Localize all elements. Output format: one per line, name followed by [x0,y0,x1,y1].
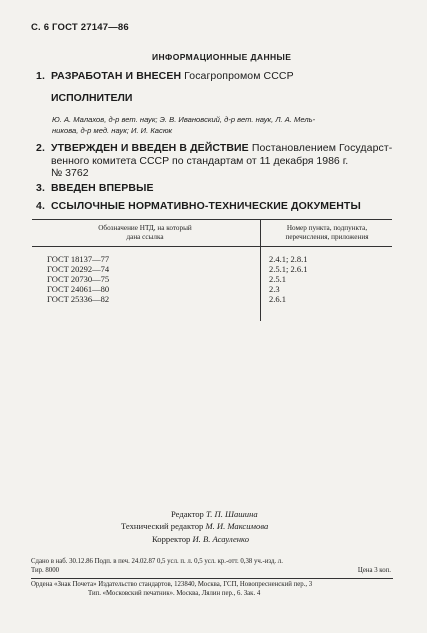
authors-line-1: Ю. А. Малахов, д-р вет. наук; Э. В. Ивановский, д-р вет. наук, Л. А. Мель- [52,115,316,124]
credit-proofreader [152,534,249,544]
item-3-text: ВВЕДЕН ВПЕРВЫЕ [51,182,154,194]
imprint-price: Цена 3 коп. [357,567,391,574]
credit-proof-name: И. В. Асауленко [192,534,250,544]
item-3-number: 3. [36,182,45,194]
credit-editor-role: Редактор [171,509,206,519]
item-2-bold: УТВЕРЖДЕН И ВВЕДЕН В ДЕЙСТВИЕ [51,142,249,154]
item-4 [36,200,361,212]
item-4-number: 4. [36,200,45,212]
table-row-ref: 2.5.1; 2.6.1 [269,264,308,274]
imprint-rule [31,578,393,579]
publisher-line-2: Тип. «Московский печатник». Москва, Лялин пер., 6. Зак. 4 [88,590,261,597]
table-col2-header-line-1: Номер пункта, подпункта, [286,224,368,232]
credit-tech-role: Технический редактор [121,521,206,531]
credit-proof-role: Корректор [152,534,193,544]
page-header: С. 6 ГОСТ 27147—86 [31,22,129,33]
table-row-doc: ГОСТ 25336—82 [47,294,110,304]
table-row-ref: 2.6.1 [269,294,286,304]
table-row-doc: ГОСТ 20292—74 [47,264,110,274]
item-1-number: 1. [36,70,45,82]
item-2 [36,142,392,154]
table-row-doc: ГОСТ 20730—75 [47,274,110,284]
item-2-rest: Постановлением Государст- [248,142,393,154]
item-2-number: 2. [36,142,45,154]
table-col2-header-line-2: перечисления, приложения [285,233,369,241]
item-1 [36,70,294,82]
table-row-ref: 2.4.1; 2.8.1 [269,254,308,264]
section-title: ИНФОРМАЦИОННЫЕ ДАННЫЕ [152,52,292,62]
publisher-line-1: Ордена «Знак Почета» Издательство стандартов, 123840, Москва, ГСП, Новопресненский пер., 3 [31,581,313,588]
credit-editor-name: Т. П. Шашина [206,509,258,519]
credit-tech-editor [121,521,268,531]
imprint-line-1: Сдано в наб. 30.12.86 Подп. в печ. 24.02.87 0,5 усл. п. л. 0,5 усл. кр.-отт. 0,38 уч.-изд. л. [31,558,283,565]
table-row-doc: ГОСТ 24061—80 [47,284,110,294]
item-1-rest: Госагропромом СССР [181,70,294,82]
item-4-text: ССЫЛОЧНЫЕ НОРМАТИВНО-ТЕХНИЧЕСКИЕ ДОКУМЕНТЫ [51,200,361,212]
table-col1-header-line-1: Обозначение НТД, на который [98,224,192,232]
table-row-ref: 2.5.1 [269,274,286,284]
authors-line-2: никова, д-р мед. наук; И. И. Касюк [52,126,173,135]
table-header-rule [32,246,392,247]
table-column-divider [260,219,261,321]
item-3 [36,182,154,194]
item-1-subheading: ИСПОЛНИТЕЛИ [51,92,133,104]
item-2-line-2: венного комитета СССР по стандартам от 11 декабря 1986 г. [51,155,349,167]
table-row-ref: 2.3 [269,284,280,294]
table-row-doc: ГОСТ 18137—77 [47,254,110,264]
credit-tech-name: М. И. Максимова [205,521,269,531]
credit-editor [171,509,258,519]
imprint-circulation: Тир. 8000 [31,567,60,574]
table-top-rule [32,219,392,220]
item-1-bold: РАЗРАБОТАН И ВНЕСЕН [51,70,182,82]
table-col1-header-line-2: дана ссылка [126,233,164,241]
item-2-line-3: № 3762 [51,167,89,179]
